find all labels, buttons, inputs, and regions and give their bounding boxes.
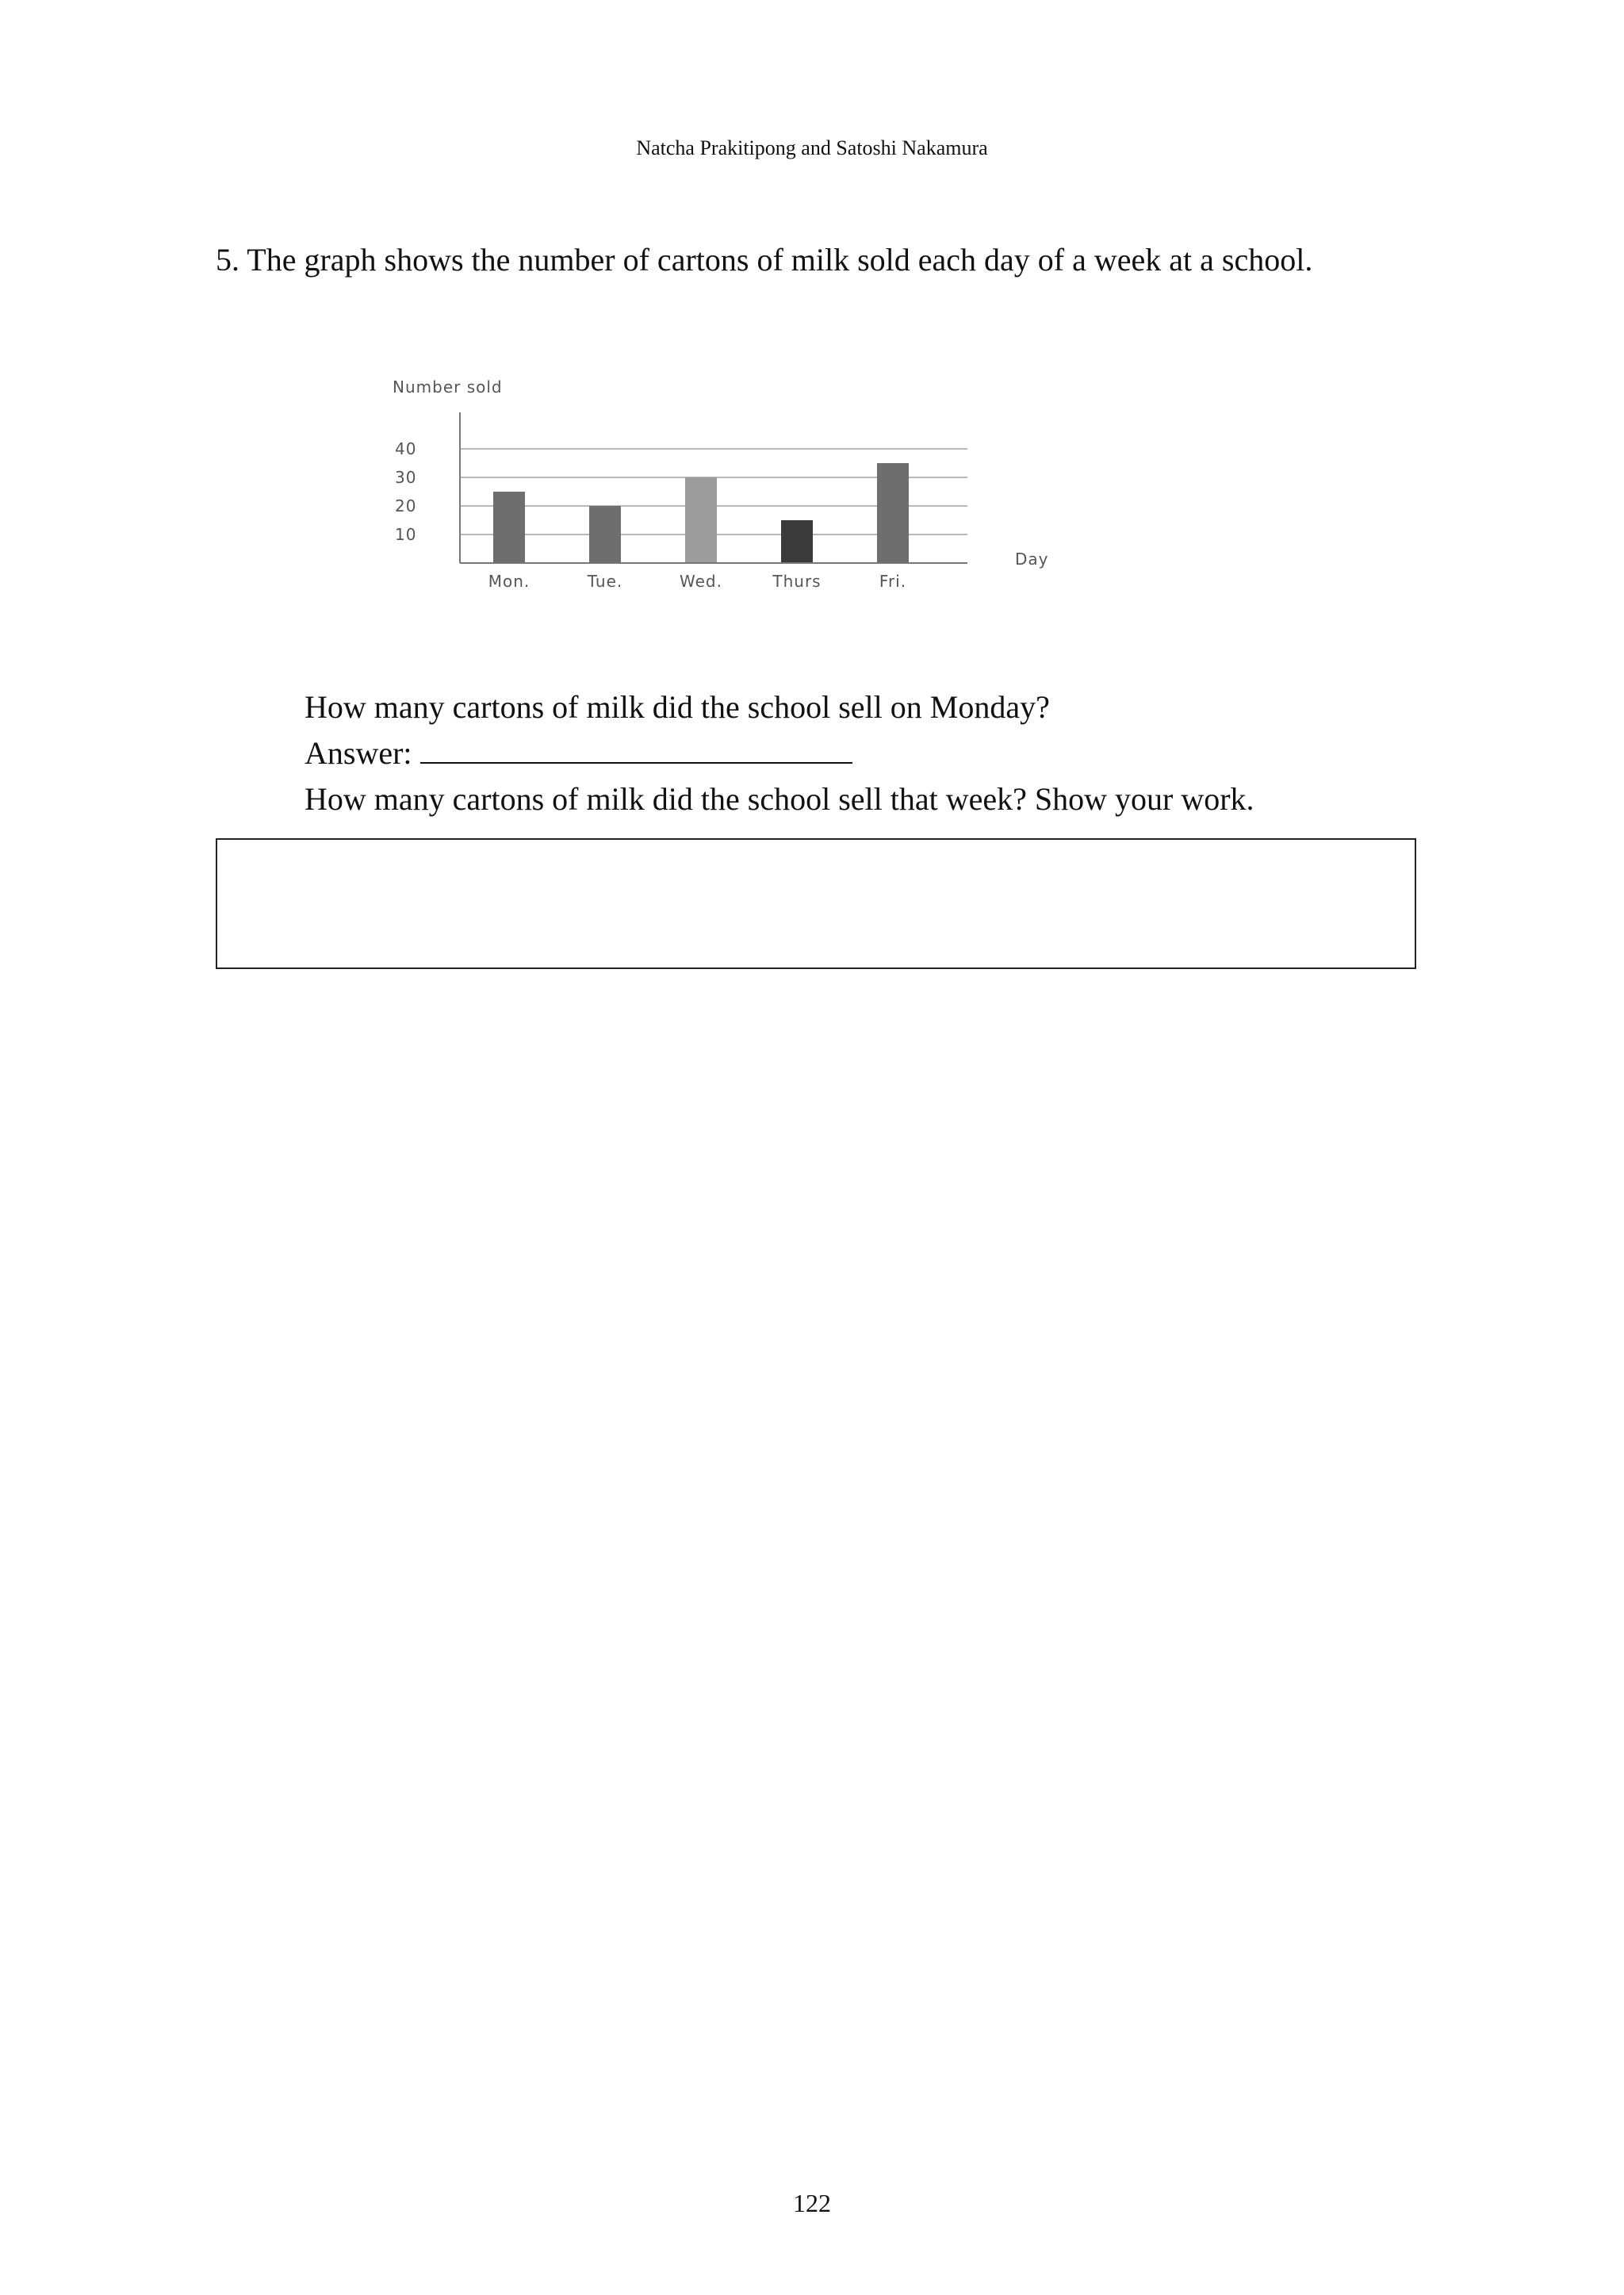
x-axis-label: Day xyxy=(1015,550,1049,569)
bar-mon xyxy=(493,492,525,563)
running-header: Natcha Prakitipong and Satoshi Nakamura xyxy=(636,136,988,159)
show-work-box[interactable] xyxy=(216,838,1416,969)
question-part-b: How many cartons of milk did the school sell that week? Show your work. xyxy=(304,781,1254,817)
x-tick-label: Tue. xyxy=(587,572,623,591)
x-tick-labels xyxy=(488,572,906,591)
bar-thurs xyxy=(781,520,813,563)
question-part-a: How many cartons of milk did the school sell on Monday? xyxy=(304,689,1050,725)
y-tick-labels xyxy=(395,439,416,544)
x-tick-label: Thurs xyxy=(772,572,822,591)
x-tick-label: Fri. xyxy=(879,572,907,591)
x-tick-label: Mon. xyxy=(488,572,530,591)
milk-sales-bar-chart xyxy=(373,365,1086,603)
answer-blank[interactable] xyxy=(420,759,852,764)
bar-fri xyxy=(877,463,909,563)
y-tick-label: 20 xyxy=(395,496,417,515)
y-tick-label: 40 xyxy=(395,439,417,458)
bar-tue xyxy=(589,506,621,563)
answer-row xyxy=(304,730,1254,776)
bar-wed xyxy=(685,477,717,563)
page-number: 122 xyxy=(793,2189,831,2217)
x-tick-label: Wed. xyxy=(680,572,722,591)
y-axis-label: Number sold xyxy=(393,377,503,397)
y-tick-label: 30 xyxy=(395,468,417,487)
question-parts xyxy=(304,684,1254,822)
question-title: 5. The graph shows the number of cartons of milk sold each day of a week at a school. xyxy=(216,242,1313,278)
answer-label: Answer: xyxy=(304,735,412,771)
y-tick-label: 10 xyxy=(395,525,417,544)
